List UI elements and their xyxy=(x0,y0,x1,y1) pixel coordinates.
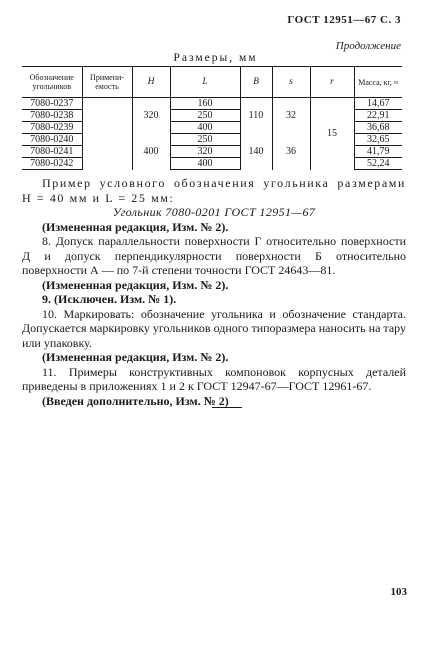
divider-line xyxy=(212,407,242,408)
addition-note: (Введен дополнительно, Изм. № 2) xyxy=(42,393,229,408)
table-row xyxy=(22,98,402,110)
mass-cell: 32,65 xyxy=(354,134,402,146)
designation-cell: 7080-0237 xyxy=(22,98,82,110)
col-header-mass: Масса, кг, ≈ xyxy=(354,67,402,98)
clause-8: 8. Допуск параллельности поверхности Г относительно поверхности Д и допуск перпендикулярности поверхности Б относительно поверхности А — по 7-й степени точности ГОСТ 24643—81. xyxy=(22,234,406,277)
amendment-note: (Измененная редакция, Изм. № 2). xyxy=(42,277,229,292)
designation-cell: 7080-0242 xyxy=(22,158,82,170)
b-cell: 140 xyxy=(240,134,272,170)
mass-cell: 22,91 xyxy=(354,110,402,122)
r-cell: 15 xyxy=(310,98,354,170)
continuation-label: Продолжение xyxy=(335,40,401,52)
h-cell: 320 xyxy=(132,98,170,134)
designation-cell: 7080-0240 xyxy=(22,134,82,146)
mass-cell: 14,67 xyxy=(354,98,402,110)
designation-example: Угольник 7080-0201 ГОСТ 12951—67 xyxy=(112,205,316,219)
designation-cell: 7080-0239 xyxy=(22,122,82,134)
table-caption: Размеры, мм xyxy=(173,52,258,64)
designation-cell: 7080-0238 xyxy=(22,110,82,122)
s-cell: 36 xyxy=(272,134,310,170)
h-cell: 400 xyxy=(132,134,170,170)
s-cell: 32 xyxy=(272,98,310,134)
clause-10: 10. Маркировать: обозначение угольника и обозначение стандарта. Допускается маркировку угольников одного типоразмера наносить на тару или упаковку. xyxy=(22,306,406,350)
l-cell: 320 xyxy=(170,146,240,158)
table-header-row xyxy=(22,67,402,98)
l-cell: 400 xyxy=(170,122,240,134)
col-header-s: s xyxy=(272,67,310,98)
amendment-note: (Измененная редакция, Изм. № 2). xyxy=(42,219,229,234)
page-number: 103 xyxy=(390,586,407,598)
mass-cell: 41,79 xyxy=(354,146,402,158)
l-cell: 250 xyxy=(170,134,240,146)
mass-cell: 52,24 xyxy=(354,158,402,170)
designation-cell: 7080-0241 xyxy=(22,146,82,158)
col-header-b: B xyxy=(240,67,272,98)
col-header-designation: Обозначение угольников xyxy=(22,67,82,98)
col-header-r: r xyxy=(310,67,354,98)
document-body xyxy=(22,176,406,408)
mass-cell: 36,68 xyxy=(354,122,402,134)
l-cell: 400 xyxy=(170,158,240,170)
l-cell: 160 xyxy=(170,98,240,110)
l-cell: 250 xyxy=(170,110,240,122)
clause-9: 9. (Исключен. Изм. № 1). xyxy=(42,292,177,306)
col-header-applicability: Примениемость xyxy=(82,67,132,98)
amendment-note: (Измененная редакция, Изм. № 2). xyxy=(42,350,229,364)
dimensions-table xyxy=(22,66,402,170)
col-header-l: L xyxy=(170,67,240,98)
clause-11: 11. Примеры конструктивных компоновок корпусных деталей приведены в приложениях 1 и 2 к ГОСТ 12947-67—ГОСТ 12961-67. xyxy=(22,364,406,393)
example-intro: Пример условного обозначения угольника размерами H = 40 мм и L = 25 мм: xyxy=(22,176,406,205)
col-header-h: H xyxy=(132,67,170,98)
applicability-cell xyxy=(82,98,132,170)
b-cell: 110 xyxy=(240,98,272,134)
document-header: ГОСТ 12951—67 С. 3 xyxy=(287,14,401,26)
